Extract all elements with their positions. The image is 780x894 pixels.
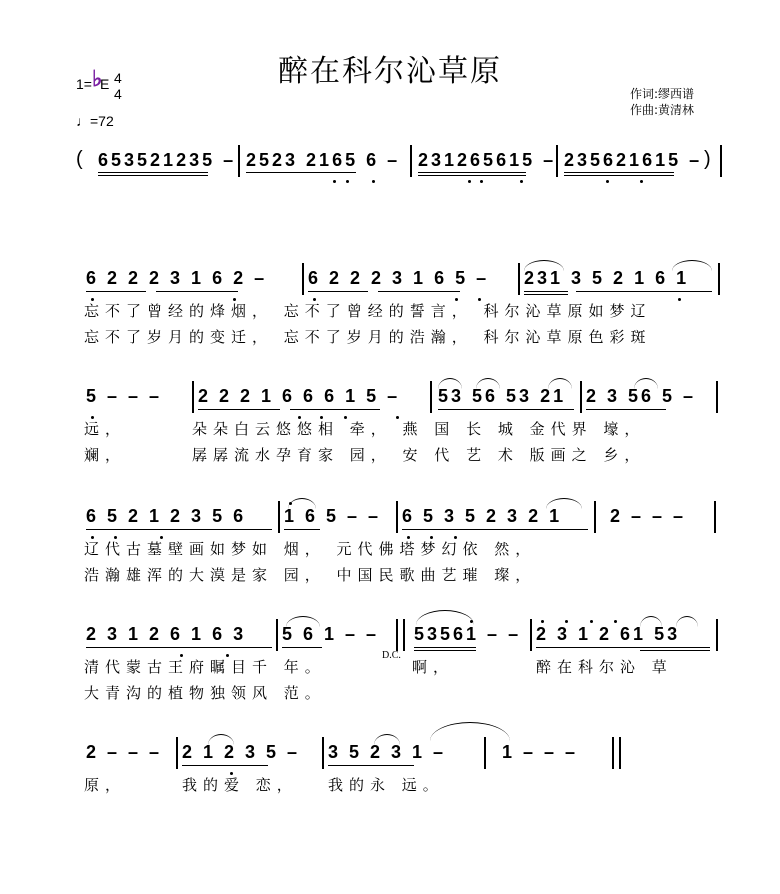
underline: [98, 172, 208, 173]
lyricist: 作词:缪西谱: [630, 87, 695, 101]
lyric-text: 啊，: [412, 658, 455, 676]
slur: [416, 610, 474, 625]
line4-lyric-2: [84, 682, 724, 704]
barline: [530, 619, 532, 651]
high-dot: [289, 502, 292, 505]
line1-lyric-1: [84, 300, 724, 322]
low-dot: [606, 180, 609, 183]
line2-lyric-1: [84, 418, 724, 440]
underline: [86, 647, 272, 648]
line5-measure-4: 1 – – –: [502, 742, 579, 762]
barline: [556, 145, 558, 177]
barline: [278, 501, 280, 533]
barline: [580, 381, 582, 413]
staff-line-2: [0, 386, 780, 412]
slur: [634, 378, 658, 389]
underline: [564, 172, 674, 173]
da-capo-mark: D.C.: [382, 650, 401, 661]
underline: [586, 409, 666, 410]
key-prefix: 1=: [76, 76, 92, 92]
low-dot: [640, 180, 643, 183]
barline: [518, 263, 520, 295]
underline: [524, 291, 568, 292]
barline: [594, 501, 596, 533]
composer: 作曲:黄清林: [630, 103, 695, 117]
lyric-text: 我的爱 恋，: [182, 776, 298, 794]
open-paren: (: [76, 148, 83, 170]
line1-measure-2: 6 2 2 2 3 1 6 5 –: [308, 268, 490, 288]
low-dot: [480, 180, 483, 183]
line3-measure-3: 6 5 3 5 2 3 2 1: [402, 506, 563, 526]
low-dot: [468, 180, 471, 183]
underline: [402, 529, 588, 530]
intro-measure-1: 653521235 –: [98, 150, 237, 170]
barline: [430, 381, 432, 413]
underline: [576, 291, 712, 292]
underline: [564, 175, 674, 176]
high-dot: [565, 620, 568, 623]
low-dot: [346, 180, 349, 183]
underline: [524, 294, 568, 295]
underline: [308, 291, 368, 292]
slur: [524, 260, 564, 271]
slur: [548, 378, 572, 389]
line3-measure-2: 1 6 5 – –: [284, 506, 382, 526]
line4-measure-1: 2 3 1 2 6 1 6 3: [86, 624, 247, 644]
barline: [410, 145, 412, 177]
slur: [640, 616, 662, 627]
line4-lyric-1: [84, 656, 724, 678]
intro-measure-4: 235621615 –: [564, 150, 703, 170]
underline: [536, 647, 710, 648]
staff-line-1: [0, 268, 780, 294]
slur: [208, 734, 234, 745]
underline: [156, 291, 238, 292]
key-signature: [76, 66, 110, 92]
barline: [718, 263, 720, 295]
tempo-value: =72: [90, 113, 114, 129]
lyric-text: 孱孱流水孕育家 园， 安 代 艺 术 版画之 乡，: [192, 446, 646, 464]
underline: [438, 409, 574, 410]
underline: [414, 650, 476, 651]
barline: [322, 737, 324, 769]
line4-measure-4: 2 3 1 2 61 53: [536, 624, 681, 644]
line1-measure-3: 231 3 5 2 1 6 1: [524, 268, 690, 288]
barline: [238, 145, 240, 177]
page-title: 醉在科尔沁草原: [278, 54, 502, 89]
line2-lyric-2: [84, 444, 724, 466]
underline: [378, 291, 460, 292]
underline: [246, 172, 356, 173]
lyric-text: 朵朵白云悠悠相 牵， 燕 国 长 城 金代界 壕，: [192, 420, 646, 438]
underline: [328, 765, 414, 766]
meter-bottom: 4: [114, 86, 122, 102]
barline: [720, 145, 722, 177]
lyric-text: 辽代古墓壁画如梦如 烟， 元代佛塔梦幻依 然，: [84, 540, 537, 558]
slur: [546, 498, 582, 509]
underline: [640, 650, 710, 651]
low-dot: [333, 180, 336, 183]
staff-line-3: [0, 506, 780, 532]
underline: [418, 175, 526, 176]
low-dot: [372, 180, 375, 183]
time-signature: [114, 70, 122, 102]
lyric-text: 忘不了曾经的烽烟， 忘不了曾经的誓言， 科尔沁草原如梦辽: [84, 302, 652, 320]
line2-measure-4: 2 3 56 5 –: [586, 386, 697, 406]
barline: [396, 501, 398, 533]
final-barline: [612, 737, 621, 769]
line5-lyric-1: [84, 774, 724, 796]
tempo-marking: [76, 113, 114, 129]
meter-top: 4: [114, 70, 122, 86]
flat-icon: ♭: [92, 66, 103, 91]
barline: [276, 619, 278, 651]
slur: [476, 378, 500, 389]
underline: [284, 529, 320, 530]
high-dot: [541, 620, 544, 623]
line3-measure-1: 6 5 2 1 2 3 5 6: [86, 506, 247, 526]
underline: [98, 175, 208, 176]
tie: [430, 722, 510, 741]
quarter-note-icon: ♩: [76, 113, 90, 129]
slur: [286, 616, 320, 627]
barline: [484, 737, 486, 769]
barline: [716, 381, 718, 413]
underline: [86, 291, 146, 292]
line2-measure-2: 2 2 2 1 6 6 6 1 5 –: [198, 386, 401, 406]
lyric-text: 醉在科尔沁 草: [536, 658, 673, 676]
lyric-text: 原，: [84, 776, 127, 794]
underline: [414, 647, 476, 648]
underline: [418, 172, 526, 173]
lyric-text: 远，: [84, 420, 127, 438]
line4-measure-3: 53561 – –: [414, 624, 522, 644]
line1-measure-1: 6 2 2 2 3 1 6 2 –: [86, 268, 268, 288]
intro-measure-2: 2523 2165 6 –: [246, 150, 401, 170]
staff-line-4: [0, 624, 780, 650]
line2-measure-1: 5 – – –: [86, 386, 163, 406]
key-note: E: [100, 76, 110, 92]
slur: [672, 260, 712, 271]
low-dot: [520, 180, 523, 183]
barline: [176, 737, 178, 769]
line3-measure-4: 2 – – –: [610, 506, 687, 526]
high-dot: [470, 620, 473, 623]
line1-lyric-2: [84, 326, 724, 348]
line3-lyric-1: [84, 538, 724, 560]
double-barline: [396, 619, 405, 651]
underline: [198, 409, 280, 410]
intro-measure-3: 231265615 –: [418, 150, 557, 170]
slur: [438, 378, 462, 389]
underline: [86, 529, 272, 530]
lyric-text: 我的永 远。: [328, 776, 444, 794]
lyric-text: 浩瀚雄浑的大漠是家 园， 中国民歌曲艺璀 璨，: [84, 566, 537, 584]
line2-measure-3: 53 56 53 21: [438, 386, 567, 406]
slur: [288, 498, 316, 509]
underline: [290, 409, 380, 410]
lyric-text: 大青沟的植物独领风 范。: [84, 684, 326, 702]
barline: [192, 381, 194, 413]
slur: [676, 616, 698, 627]
line4-measure-2: 5 6 1 – –: [282, 624, 380, 644]
slur: [374, 734, 400, 745]
line3-lyric-2: [84, 564, 724, 586]
close-paren: ): [704, 148, 711, 170]
high-dot: [614, 620, 617, 623]
underline: [282, 647, 322, 648]
credits: [630, 86, 694, 118]
line5-measure-2: 2 1 2 3 5 –: [182, 742, 301, 762]
barline: [716, 619, 718, 651]
barline: [714, 501, 716, 533]
line5-measure-3: 3 5 2 3 1 –: [328, 742, 447, 762]
lyric-text: 斓，: [84, 446, 127, 464]
line5-measure-1: 2 – – –: [86, 742, 163, 762]
lyric-text: 清代蒙古王府瞩目千 年。: [84, 658, 326, 676]
barline: [302, 263, 304, 295]
underline: [182, 765, 268, 766]
intro-staff: [0, 150, 780, 176]
lyric-text: 忘不了岁月的变迁， 忘不了岁月的浩瀚， 科尔沁草原色彩斑: [84, 328, 652, 346]
high-dot: [590, 620, 593, 623]
staff-line-5: [0, 742, 780, 768]
